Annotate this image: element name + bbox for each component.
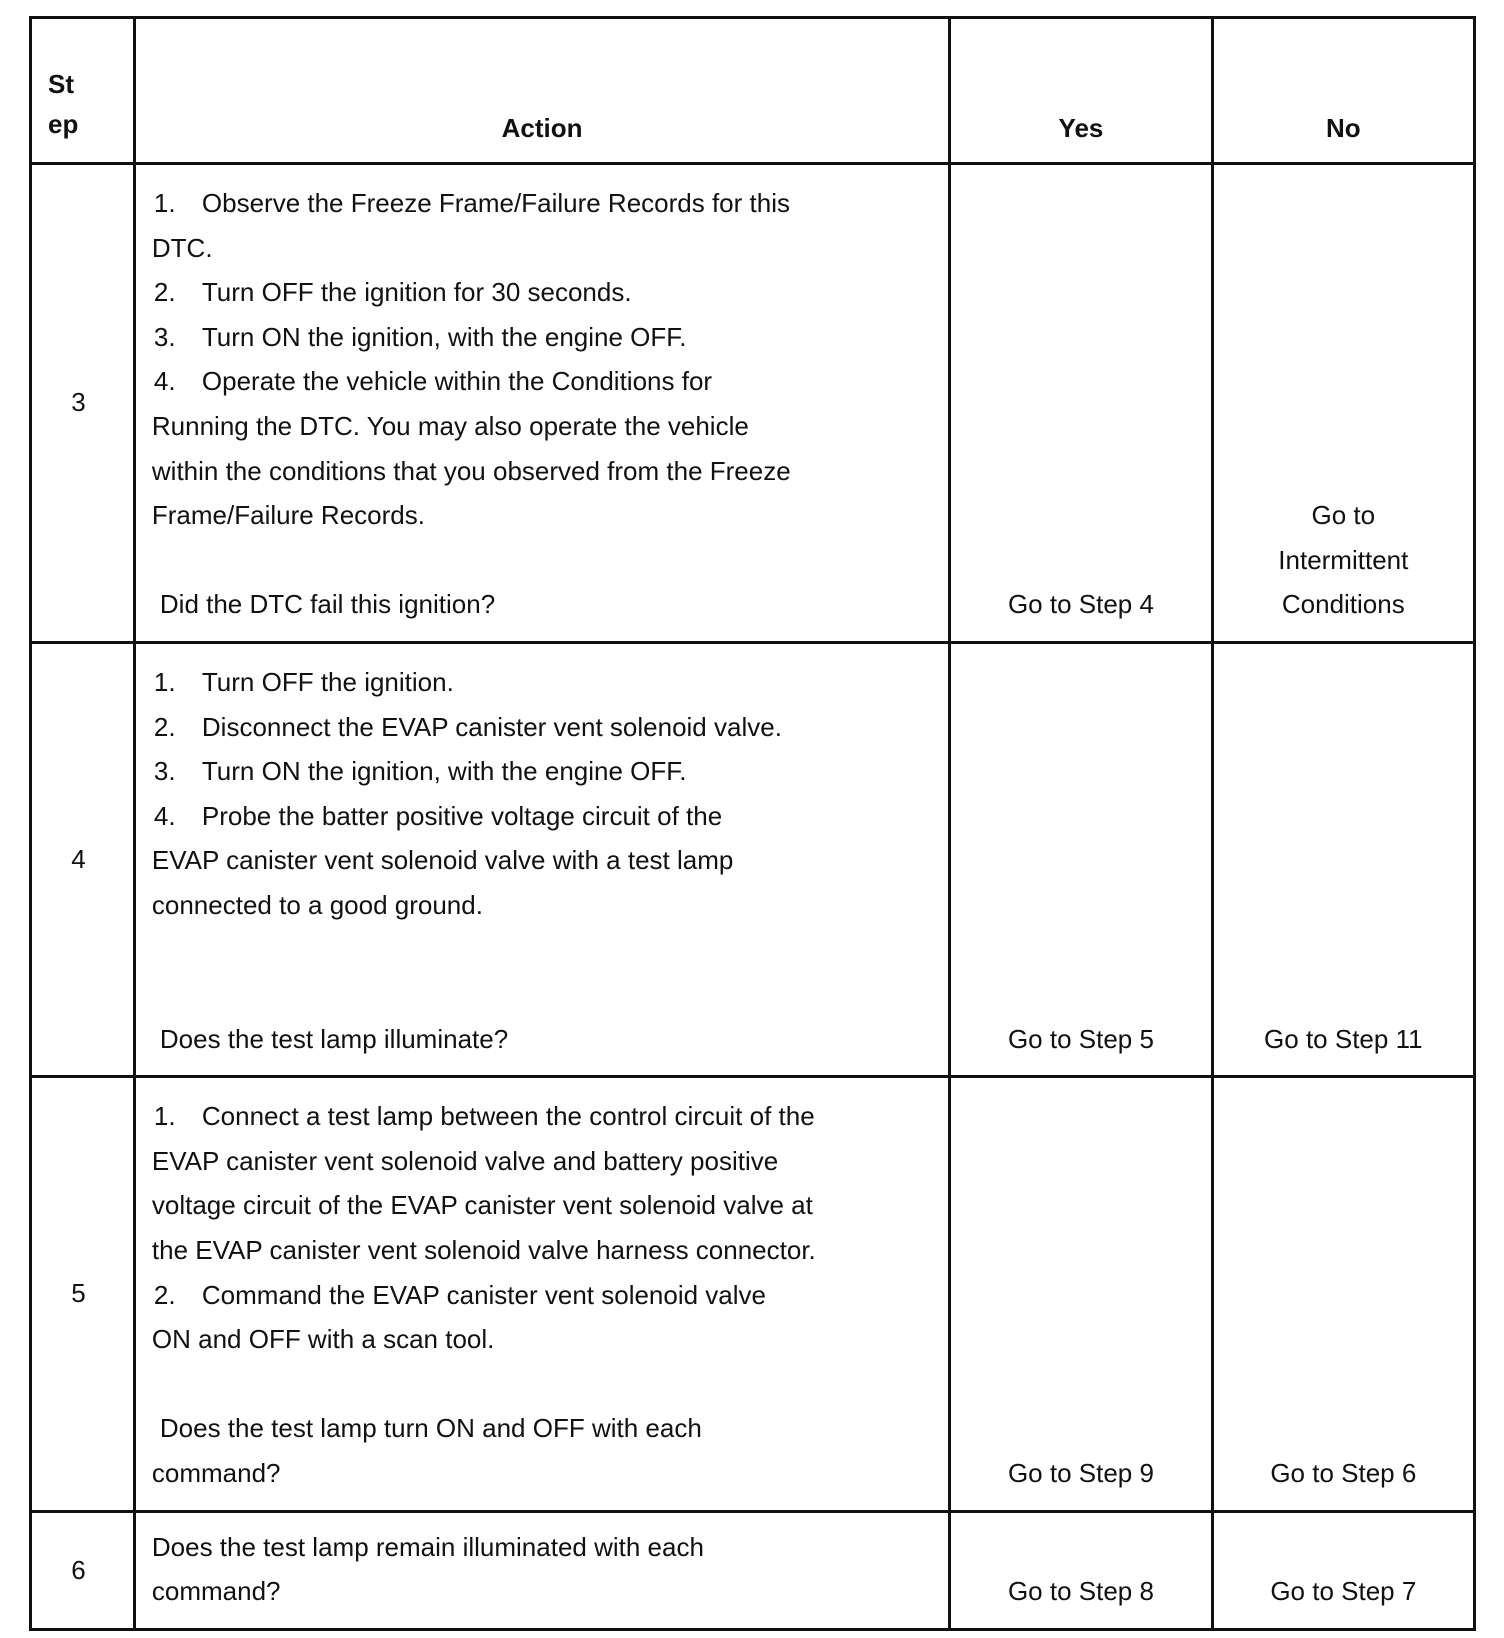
item-text: Disconnect the EVAP canister vent solenoid valve. [201,711,782,742]
action-item [152,705,934,750]
item-number: 1. [153,1101,176,1132]
question-text: Did the DTC fail this ignition? [159,589,496,620]
table-row [31,642,1475,1076]
yes-cell [950,1077,1212,1511]
question-text: Does the test lamp remain illuminated with each [151,1531,704,1562]
item-text: Frame/Failure Records. [151,500,425,531]
action-cell [134,1077,949,1511]
item-number: 3. [153,321,176,352]
action-item [152,749,934,794]
item-text: connected to a good ground. [151,889,483,920]
question-text: command? [151,1576,281,1607]
yes-cell [950,164,1212,643]
table-row [31,1511,1475,1629]
item-number: 2. [153,277,176,308]
item-number: 2. [153,1279,176,1310]
header-no: No [1212,18,1474,164]
item-text: the EVAP canister vent solenoid valve harness connector. [151,1235,816,1266]
item-text: Turn OFF the ignition. [201,666,454,697]
question-text: Does the test lamp turn ON and OFF with each [159,1413,702,1444]
table-row [31,1077,1475,1511]
item-text: EVAP canister vent solenoid valve with a test lamp [151,845,734,876]
item-text: Connect a test lamp between the control circuit of the [201,1101,815,1132]
no-result: Go to Step 6 [1270,1458,1417,1489]
action-item [152,270,934,315]
item-text: voltage circuit of the EVAP canister vent solenoid valve at [151,1190,813,1221]
action-item [152,359,934,404]
yes-result: Go to Step 4 [1007,589,1154,620]
no-result: Go to Step 7 [1270,1576,1417,1607]
item-text: DTC. [151,232,213,263]
item-number: 1. [153,188,176,218]
item-text: EVAP canister vent solenoid valve and battery positive [151,1145,779,1176]
yes-result: Go to Step 5 [1007,1023,1154,1054]
step-number: 5 [31,1077,135,1511]
item-number: 1. [153,666,176,697]
no-result: Conditions [1281,589,1405,620]
diagnostic-table [29,16,1476,1631]
item-number: 2. [153,711,176,742]
action-cell [134,164,949,643]
item-number: 3. [153,756,176,787]
header-action: Action [134,18,949,164]
question-text: Does the test lamp illuminate? [159,1023,509,1054]
action-item [152,1094,934,1139]
yes-result: Go to Step 8 [1007,1576,1154,1607]
action-item [152,181,934,226]
no-cell [1212,1511,1474,1629]
yes-result: Go to Step 9 [1007,1458,1154,1489]
step-number: 3 [31,164,135,643]
no-result: Intermittent [1278,544,1409,575]
no-result: Go to Step 11 [1264,1023,1423,1054]
no-cell [1212,642,1474,1076]
header-row [31,18,1475,164]
action-cell [134,1511,949,1629]
action-cell [134,642,949,1076]
item-number: 4. [153,800,176,831]
question-text: command? [151,1458,281,1489]
yes-cell [950,1511,1212,1629]
table-row [31,164,1475,643]
step-number: 4 [31,642,135,1076]
item-text: Turn OFF the ignition for 30 seconds. [201,277,632,308]
item-text: Observe the Freeze Frame/Failure Records for this [201,188,790,218]
header-yes: Yes [950,18,1212,164]
item-text: Operate the vehicle within the Conditions for [201,366,713,397]
item-number: 4. [153,366,176,397]
action-item [152,794,934,839]
yes-cell [950,642,1212,1076]
action-item [152,660,934,705]
item-text: ON and OFF with a scan tool. [151,1324,495,1355]
step-number: 6 [31,1511,135,1629]
item-text: within the conditions that you observed from the Freeze [151,455,791,486]
action-item [152,1273,934,1318]
item-text: Turn ON the ignition, with the engine OFF. [201,756,687,787]
no-cell [1212,1077,1474,1511]
no-cell [1212,164,1474,643]
action-item [152,315,934,360]
item-text: Probe the batter positive voltage circuit of the [201,800,723,831]
item-text: Command the EVAP canister vent solenoid valve [201,1279,767,1310]
no-result: Go to [1311,500,1376,531]
header-step-line2: ep [48,109,79,139]
header-step [31,18,135,164]
item-text: Running the DTC. You may also operate the vehicle [151,410,749,441]
item-text: Turn ON the ignition, with the engine OFF. [201,321,687,352]
header-step-line1: St [48,69,74,99]
